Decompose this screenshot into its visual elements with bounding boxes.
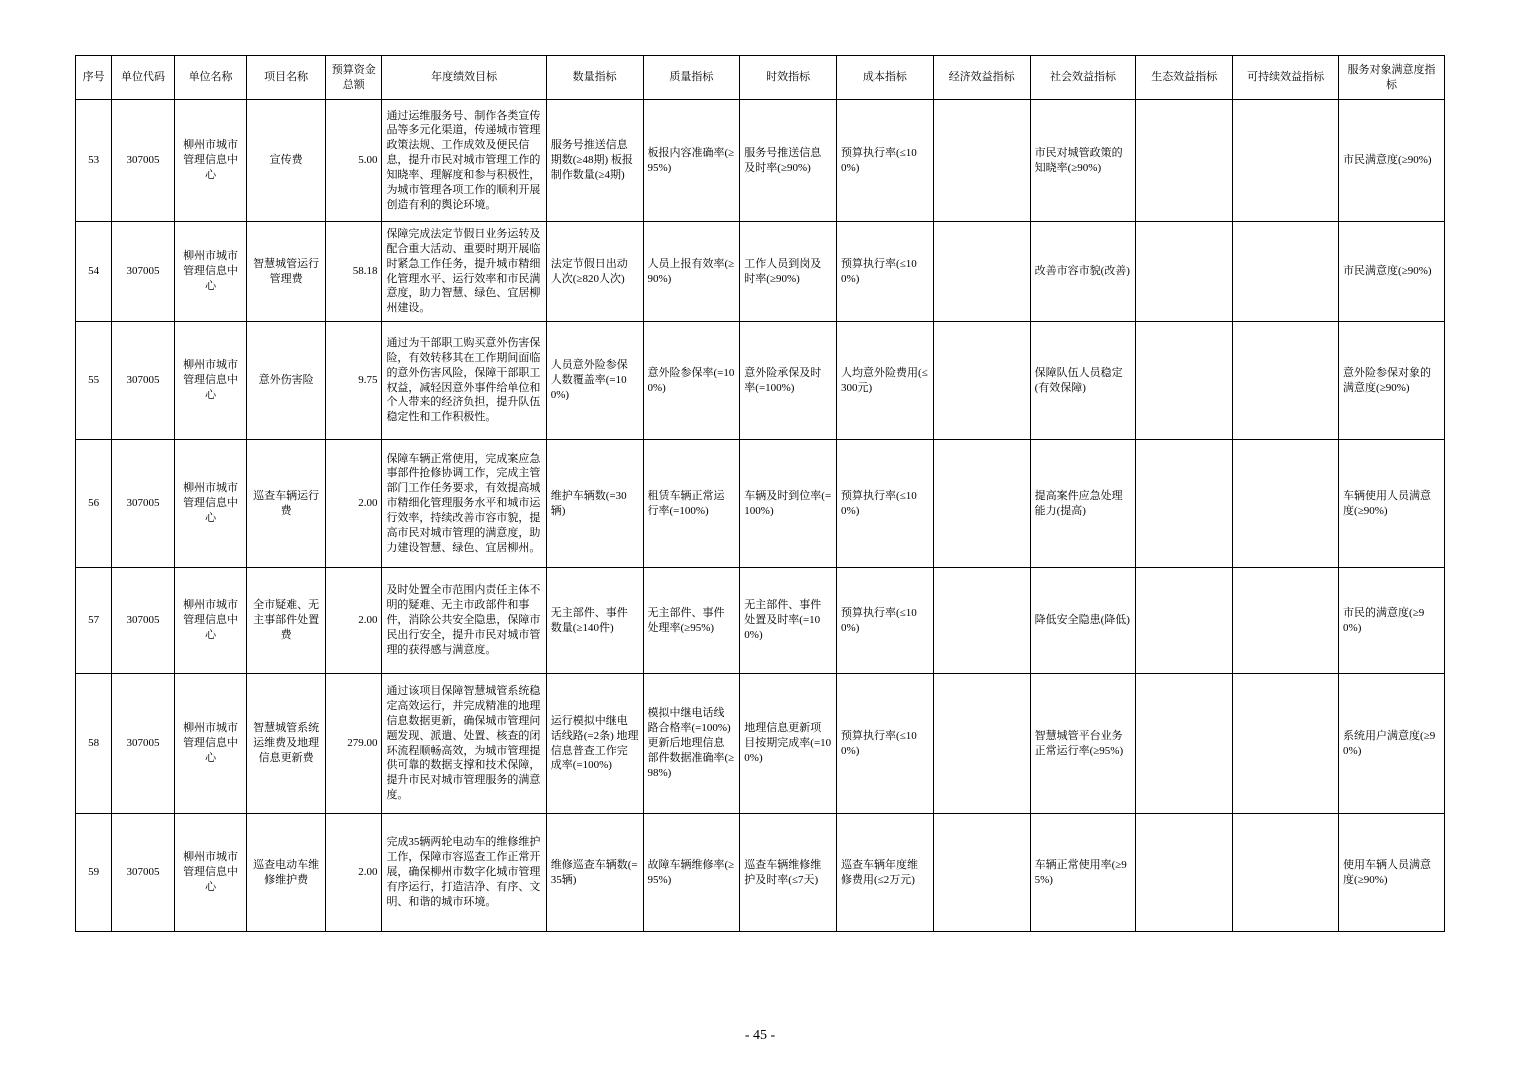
cell-quality-index: 板报内容准确率(≥95%): [643, 100, 740, 222]
column-header-sustainable-benefit-index: 可持续效益指标: [1233, 56, 1339, 100]
column-header-quantity-index: 数量指标: [546, 56, 643, 100]
cell-budget-amount: 2.00: [325, 814, 381, 932]
cell-project-name: 巡查车辆运行费: [247, 440, 326, 568]
cell-unit-code: 307005: [112, 100, 175, 222]
cell-sustainable-benefit-index: [1233, 440, 1339, 568]
cell-timeliness-index: 巡查车辆维修维护及时率(≤7天): [740, 814, 837, 932]
cell-project-name: 宣传费: [247, 100, 326, 222]
cell-index: 57: [76, 568, 112, 674]
cell-satisfaction-index: 市民满意度(≥90%): [1339, 222, 1445, 322]
table-row: [76, 222, 1445, 322]
table-row: [76, 322, 1445, 440]
column-header-cost-index: 成本指标: [837, 56, 934, 100]
column-header-unit-name: 单位名称: [174, 56, 247, 100]
cell-ecological-benefit-index: [1136, 674, 1233, 814]
cell-economic-benefit-index: [933, 322, 1030, 440]
cell-quality-index: 模拟中继电话线路合格率(=100%) 更新后地理信息部件数据准确率(≥98%): [643, 674, 740, 814]
cell-index: 53: [76, 100, 112, 222]
column-header-budget-amount: 预算资金总额: [325, 56, 381, 100]
cell-index: 56: [76, 440, 112, 568]
cell-ecological-benefit-index: [1136, 100, 1233, 222]
cell-annual-goal: 保障车辆正常使用，完成案应急事部件抢修协调工作，完成主管部门工作任务要求，有效提高城市精细化管理服务水平和城市运行效率，持续改善市容市貌，提高市民对城市管理的满意度，助力建设智慧、绿色、宜居柳州。: [382, 440, 546, 568]
table-row: [76, 674, 1445, 814]
cell-unit-name: 柳州市城市管理信息中心: [174, 100, 247, 222]
cell-cost-index: 预算执行率(≤100%): [837, 674, 934, 814]
cell-sustainable-benefit-index: [1233, 568, 1339, 674]
cell-economic-benefit-index: [933, 440, 1030, 568]
cell-satisfaction-index: 使用车辆人员满意度(≥90%): [1339, 814, 1445, 932]
cell-ecological-benefit-index: [1136, 322, 1233, 440]
table-row: [76, 568, 1445, 674]
cell-quality-index: 意外险参保率(=100%): [643, 322, 740, 440]
cell-annual-goal: 通过为干部职工购买意外伤害保险，有效转移其在工作期间面临的意外伤害风险，保障干部职工权益，减轻因意外事件给单位和个人带来的经济负担，提升队伍稳定性和工作积极性。: [382, 322, 546, 440]
cell-social-benefit-index: 降低安全隐患(降低): [1030, 568, 1136, 674]
cell-unit-name: 柳州市城市管理信息中心: [174, 568, 247, 674]
cell-social-benefit-index: 改善市容市貌(改善): [1030, 222, 1136, 322]
cell-sustainable-benefit-index: [1233, 814, 1339, 932]
cell-quantity-index: 人员意外险参保人数覆盖率(=100%): [546, 322, 643, 440]
cell-unit-name: 柳州市城市管理信息中心: [174, 440, 247, 568]
column-header-index: 序号: [76, 56, 112, 100]
cell-social-benefit-index: 车辆正常使用率(≥95%): [1030, 814, 1136, 932]
cell-project-name: 全市疑难、无主事部件处置费: [247, 568, 326, 674]
table-header-row: [76, 56, 1445, 100]
cell-unit-name: 柳州市城市管理信息中心: [174, 674, 247, 814]
cell-timeliness-index: 意外险承保及时率(=100%): [740, 322, 837, 440]
cell-social-benefit-index: 保障队伍人员稳定(有效保障): [1030, 322, 1136, 440]
cell-timeliness-index: 服务号推送信息及时率(≥90%): [740, 100, 837, 222]
cell-unit-name: 柳州市城市管理信息中心: [174, 322, 247, 440]
cell-unit-code: 307005: [112, 322, 175, 440]
cell-cost-index: 巡查车辆年度维修费用(≤2万元): [837, 814, 934, 932]
cell-cost-index: 预算执行率(≤100%): [837, 100, 934, 222]
cell-budget-amount: 58.18: [325, 222, 381, 322]
cell-ecological-benefit-index: [1136, 440, 1233, 568]
cell-sustainable-benefit-index: [1233, 322, 1339, 440]
cell-annual-goal: 完成35辆两轮电动车的维修维护工作，保障市容巡查工作正常开展，确保柳州市数字化城市管理有序运行，打造洁净、有序、文明、和谐的城市环境。: [382, 814, 546, 932]
cell-quantity-index: 维修巡查车辆数(=35辆): [546, 814, 643, 932]
cell-unit-name: 柳州市城市管理信息中心: [174, 222, 247, 322]
table-row: [76, 440, 1445, 568]
cell-economic-benefit-index: [933, 814, 1030, 932]
cell-quality-index: 租赁车辆正常运行率(=100%): [643, 440, 740, 568]
performance-target-table: [75, 55, 1445, 932]
cell-timeliness-index: 工作人员到岗及时率(≥90%): [740, 222, 837, 322]
page-number: - 45 -: [744, 1028, 776, 1043]
cell-cost-index: 预算执行率(≤100%): [837, 568, 934, 674]
cell-budget-amount: 2.00: [325, 568, 381, 674]
cell-quantity-index: 维护车辆数(=30辆): [546, 440, 643, 568]
cell-budget-amount: 279.00: [325, 674, 381, 814]
cell-index: 59: [76, 814, 112, 932]
column-header-ecological-benefit-index: 生态效益指标: [1136, 56, 1233, 100]
cell-index: 58: [76, 674, 112, 814]
cell-project-name: 智慧城管系统运维费及地理信息更新费: [247, 674, 326, 814]
column-header-annual-goal: 年度绩效目标: [382, 56, 546, 100]
cell-timeliness-index: 车辆及时到位率(=100%): [740, 440, 837, 568]
cell-unit-code: 307005: [112, 568, 175, 674]
column-header-satisfaction-index: 服务对象满意度指标: [1339, 56, 1445, 100]
cell-sustainable-benefit-index: [1233, 222, 1339, 322]
cell-timeliness-index: 无主部件、事件处置及时率(=100%): [740, 568, 837, 674]
cell-unit-code: 307005: [112, 222, 175, 322]
column-header-project-name: 项目名称: [247, 56, 326, 100]
cell-ecological-benefit-index: [1136, 568, 1233, 674]
column-header-social-benefit-index: 社会效益指标: [1030, 56, 1136, 100]
cell-unit-code: 307005: [112, 814, 175, 932]
cell-unit-code: 307005: [112, 440, 175, 568]
cell-unit-code: 307005: [112, 674, 175, 814]
cell-sustainable-benefit-index: [1233, 674, 1339, 814]
cell-economic-benefit-index: [933, 568, 1030, 674]
table-row: [76, 814, 1445, 932]
cell-annual-goal: 通过该项目保障智慧城管系统稳定高效运行，并完成精准的地理信息数据更新，确保城市管理问题发现、派遣、处置、核查的闭环流程顺畅高效，为城市管理提供可靠的数据支撑和技术保障，提升市民对城市管理服务的满意度。: [382, 674, 546, 814]
cell-cost-index: 人均意外险费用(≤300元): [837, 322, 934, 440]
cell-economic-benefit-index: [933, 674, 1030, 814]
cell-annual-goal: 保障完成法定节假日业务运转及配合重大活动、重要时期开展临时紧急工作任务，提升城市精细化管理水平、运行效率和市民满意度，助力智慧、绿色、宜居柳州建设。: [382, 222, 546, 322]
cell-quality-index: 人员上报有效率(≥90%): [643, 222, 740, 322]
cell-annual-goal: 及时处置全市范围内责任主体不明的疑难、无主市政部件和事件，消除公共安全隐患，保障市民出行安全，提升市民对城市管理的获得感与满意度。: [382, 568, 546, 674]
cell-satisfaction-index: 市民满意度(≥90%): [1339, 100, 1445, 222]
cell-budget-amount: 5.00: [325, 100, 381, 222]
column-header-economic-benefit-index: 经济效益指标: [933, 56, 1030, 100]
cell-social-benefit-index: 提高案件应急处理能力(提高): [1030, 440, 1136, 568]
column-header-unit-code: 单位代码: [112, 56, 175, 100]
cell-satisfaction-index: 市民的满意度(≥90%): [1339, 568, 1445, 674]
column-header-quality-index: 质量指标: [643, 56, 740, 100]
cell-satisfaction-index: 车辆使用人员满意度(≥90%): [1339, 440, 1445, 568]
cell-index: 55: [76, 322, 112, 440]
cell-project-name: 意外伤害险: [247, 322, 326, 440]
cell-cost-index: 预算执行率(≤100%): [837, 440, 934, 568]
cell-index: 54: [76, 222, 112, 322]
cell-project-name: 智慧城管运行管理费: [247, 222, 326, 322]
cell-quantity-index: 法定节假日出动人次(≥820人次): [546, 222, 643, 322]
cell-sustainable-benefit-index: [1233, 100, 1339, 222]
cell-quantity-index: 运行模拟中继电话线路(=2条) 地理信息普查工作完成率(=100%): [546, 674, 643, 814]
cell-unit-name: 柳州市城市管理信息中心: [174, 814, 247, 932]
cell-budget-amount: 9.75: [325, 322, 381, 440]
cell-quality-index: 故障车辆维修率(≥95%): [643, 814, 740, 932]
cell-quantity-index: 无主部件、事件数量(≥140件): [546, 568, 643, 674]
cell-economic-benefit-index: [933, 222, 1030, 322]
cell-economic-benefit-index: [933, 100, 1030, 222]
cell-project-name: 巡查电动车维修维护费: [247, 814, 326, 932]
table-row: [76, 100, 1445, 222]
cell-satisfaction-index: 系统用户满意度(≥90%): [1339, 674, 1445, 814]
cell-quality-index: 无主部件、事件处理率(≥95%): [643, 568, 740, 674]
cell-cost-index: 预算执行率(≤100%): [837, 222, 934, 322]
cell-ecological-benefit-index: [1136, 814, 1233, 932]
cell-budget-amount: 2.00: [325, 440, 381, 568]
cell-annual-goal: 通过运维服务号、制作各类宣传品等多元化渠道，传递城市管理政策法规、工作成效及便民信息，提升市民对城市管理工作的知晓率、理解度和参与积极性，为城市管理各项工作的顺利开展创造有利的舆论环境。: [382, 100, 546, 222]
cell-satisfaction-index: 意外险参保对象的满意度(≥90%): [1339, 322, 1445, 440]
cell-ecological-benefit-index: [1136, 222, 1233, 322]
cell-social-benefit-index: 市民对城管政策的知晓率(≥90%): [1030, 100, 1136, 222]
cell-quantity-index: 服务号推送信息期数(≥48期) 板报制作数量(≥4期): [546, 100, 643, 222]
column-header-timeliness-index: 时效指标: [740, 56, 837, 100]
cell-social-benefit-index: 智慧城管平台业务正常运行率(≥95%): [1030, 674, 1136, 814]
cell-timeliness-index: 地理信息更新项目按期完成率(=100%): [740, 674, 837, 814]
